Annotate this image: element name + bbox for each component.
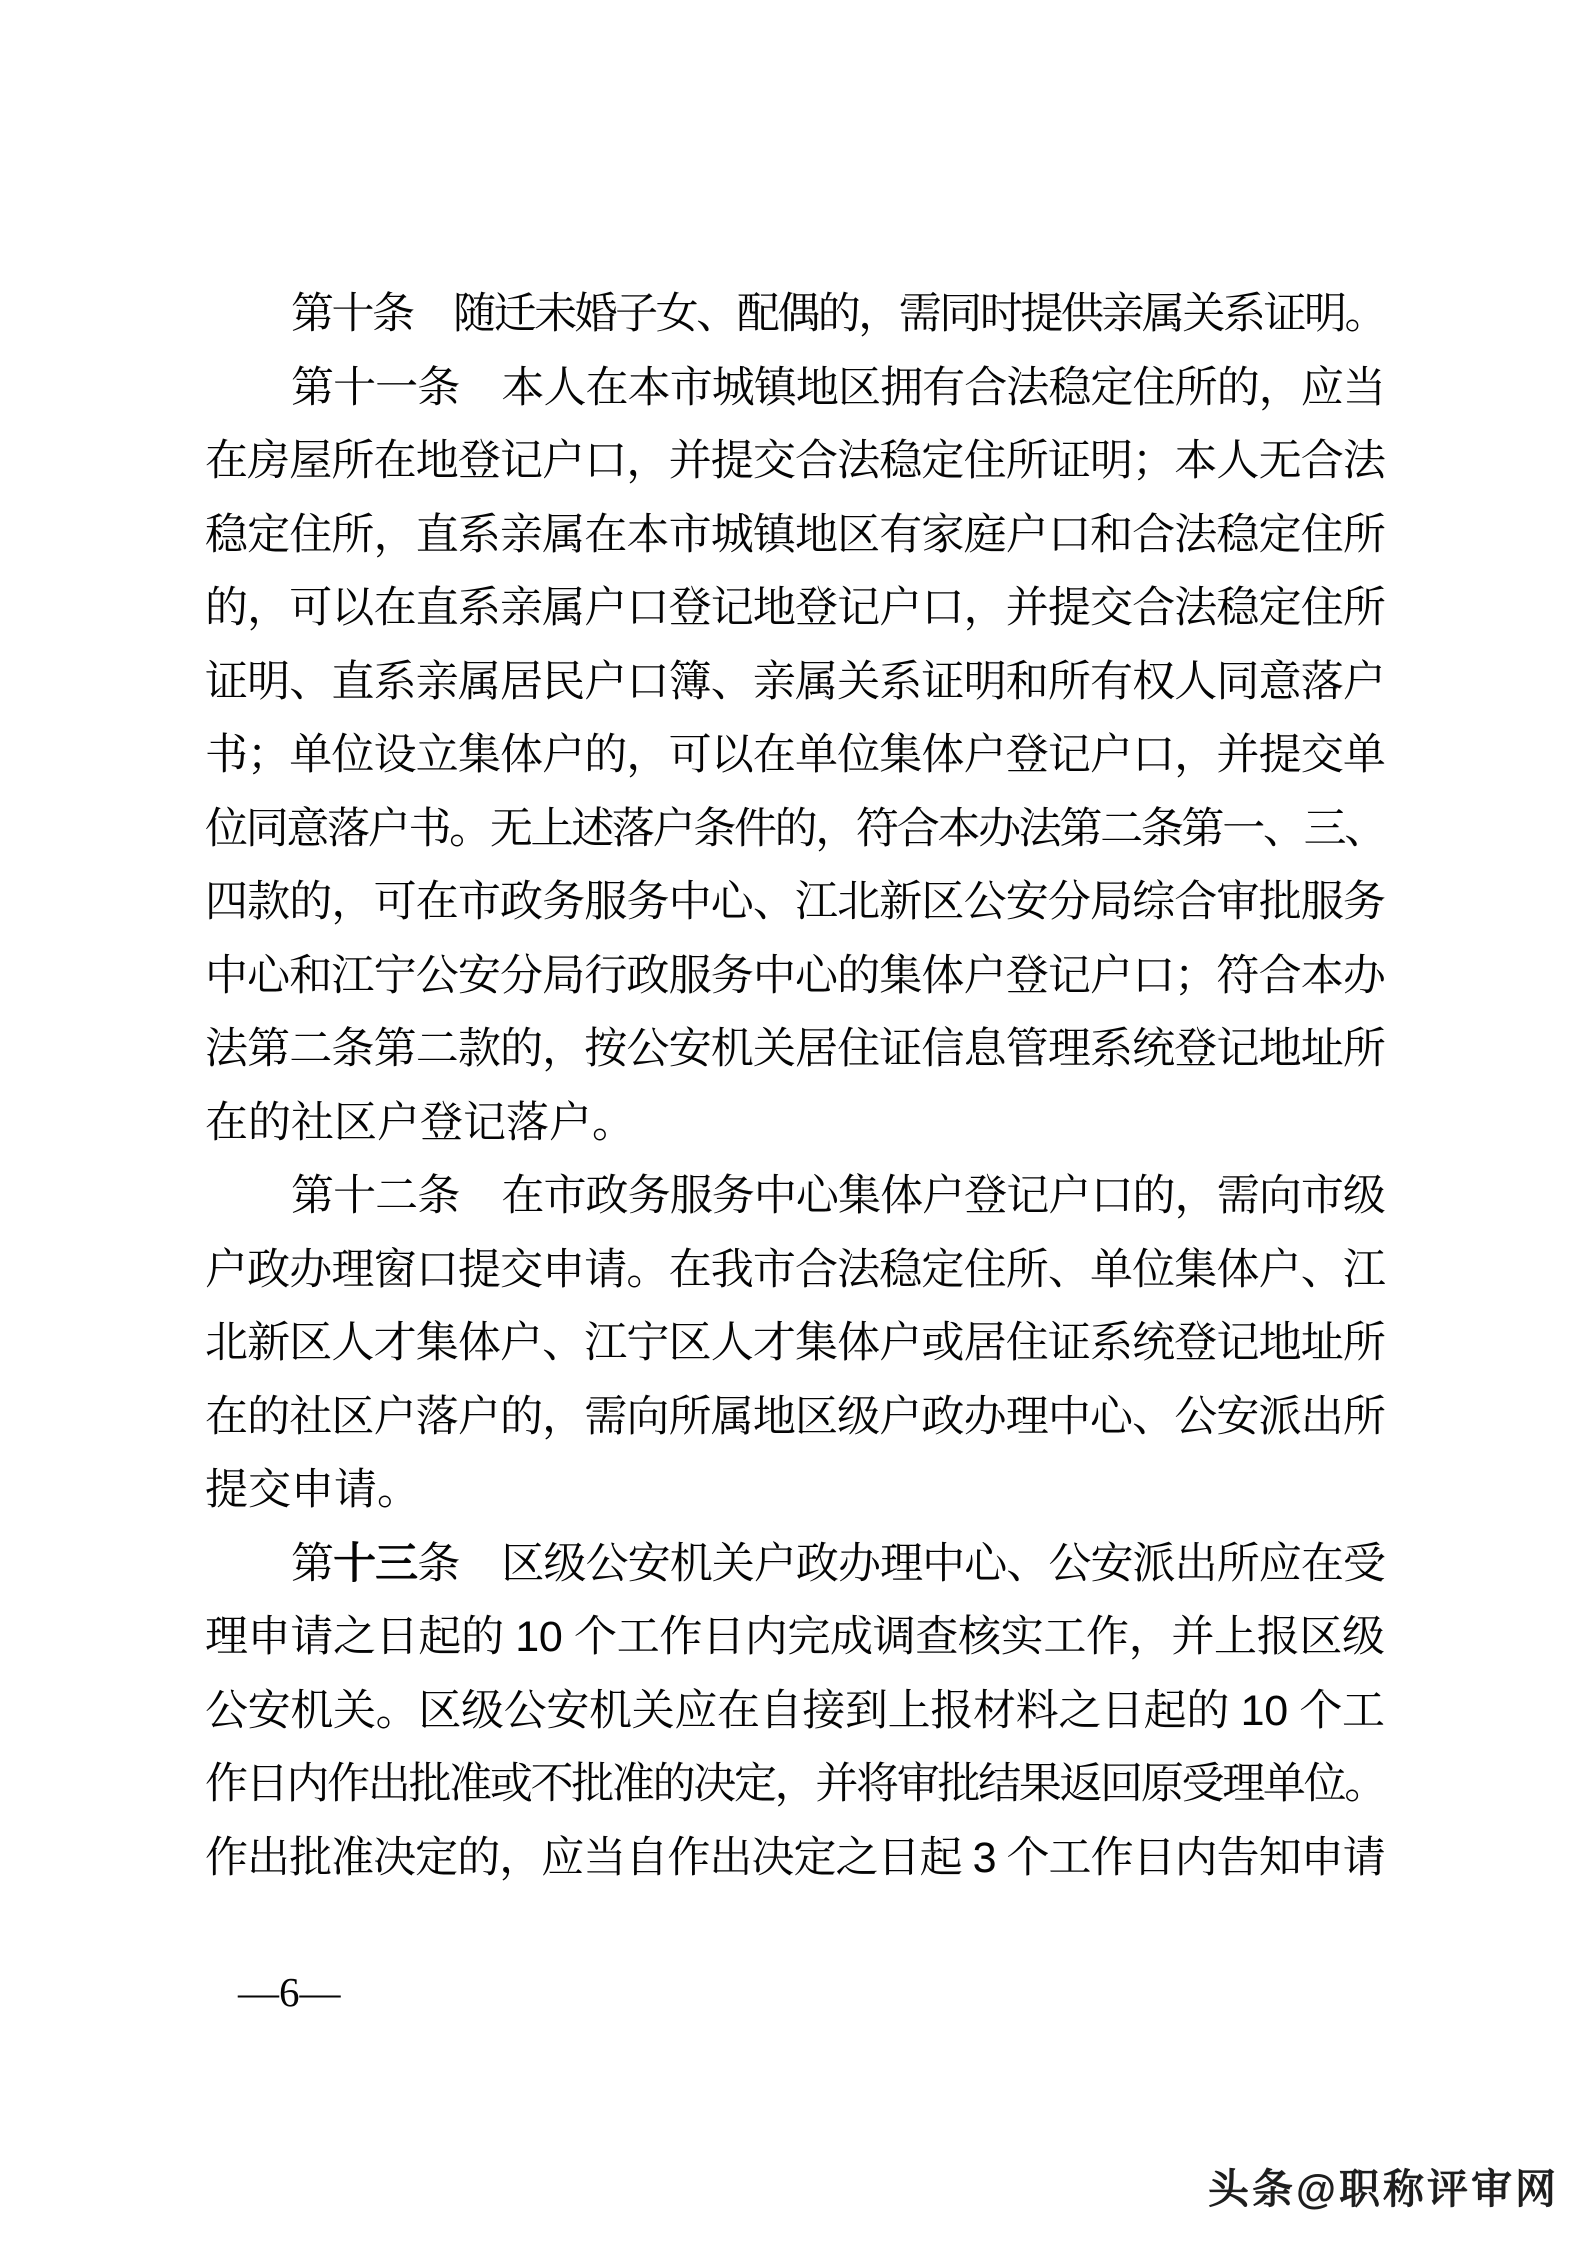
run-text: 位同意落户书。无上述落户条件的，符合本办法第二条第一、三、: [205, 804, 1385, 853]
run-text: 作日内作出批准或不批准的决定，并将审批结果返回原受理单位。: [205, 1760, 1385, 1808]
text-line: [205, 1160, 1385, 1234]
text-line: [205, 719, 1385, 793]
text-line: [205, 1013, 1385, 1087]
text-line: [205, 499, 1385, 573]
text-line: [205, 646, 1385, 720]
text-line: [205, 278, 1385, 352]
emphasis-text: 十三: [333, 1539, 418, 1588]
run-text: 公安机关。区级公安机关应在自接到上报材料之日起的 10 个工: [205, 1686, 1385, 1735]
run-text: 第: [291, 1539, 334, 1588]
run-text: 的，可以在直系亲属户口登记地登记户口，并提交合法稳定住所: [205, 584, 1385, 632]
run-text: 在的社区户落户的，需向所属地区级户政办理中心、公安派出所: [205, 1392, 1385, 1441]
text-line: [205, 1307, 1385, 1381]
run-text: 条 区级公安机关户政办理中心、公安派出所应在受: [417, 1539, 1386, 1588]
text-line: [205, 1675, 1385, 1749]
text-line: [205, 1822, 1385, 1896]
run-text: 户政办理窗口提交申请。在我市合法稳定住所、单位集体户、江: [205, 1245, 1385, 1294]
run-text: 证明、直系亲属居民户口簿、亲属关系证明和所有权人同意落户: [205, 657, 1385, 706]
run-text: 在房屋所在地登记户口，并提交合法稳定住所证明；本人无合法: [205, 437, 1385, 485]
page-number: —6—: [238, 1969, 341, 2015]
text-line: [205, 1454, 1385, 1528]
text-line: [205, 940, 1385, 1014]
run-text: 提交申请。: [205, 1466, 420, 1514]
run-text: 在的社区户登记落户。: [205, 1098, 635, 1147]
text-line: [205, 1234, 1385, 1308]
run-text: 第十条 随迁未婚子女、配偶的，需同时提供亲属关系证明。: [291, 290, 1385, 338]
text-line: [205, 1528, 1385, 1602]
run-text: 稳定住所，直系亲属在本市城镇地区有家庭户口和合法稳定住所: [205, 510, 1385, 559]
text-line: [205, 1087, 1385, 1161]
text-line: [205, 1601, 1385, 1675]
document-body: [205, 278, 1385, 1895]
text-line: [205, 793, 1385, 867]
text-line: [205, 1381, 1385, 1455]
run-text: 第十二条 在市政务服务中心集体户登记户口的，需向市级: [291, 1172, 1385, 1220]
run-text: 四款的，可在市政务服务中心、江北新区公安分局综合审批服务: [205, 878, 1385, 926]
run-text: 理申请之日起的 10 个工作日内完成调查核实工作，并上报区级: [205, 1613, 1385, 1661]
text-line: [205, 866, 1385, 940]
run-text: 第十一条 本人在本市城镇地区拥有合法稳定住所的，应当: [291, 363, 1385, 412]
run-text: 北新区人才集体户、江宁区人才集体户或居住证系统登记地址所: [205, 1319, 1385, 1367]
run-text: 中心和江宁公安分局行政服务中心的集体户登记户口；符合本办: [205, 951, 1385, 1000]
run-text: 法第二条第二款的，按公安机关居住证信息管理系统登记地址所: [205, 1025, 1385, 1073]
text-line: [205, 1748, 1385, 1822]
watermark-text: 头条@职称评审网: [1208, 2166, 1559, 2212]
text-line: [205, 352, 1385, 426]
run-text: 书；单位设立集体户的，可以在单位集体户登记户口，并提交单: [205, 731, 1385, 779]
text-line: [205, 572, 1385, 646]
run-text: 作出批准决定的，应当自作出决定之日起 3 个工作日内告知申请: [205, 1833, 1385, 1882]
text-line: [205, 425, 1385, 499]
